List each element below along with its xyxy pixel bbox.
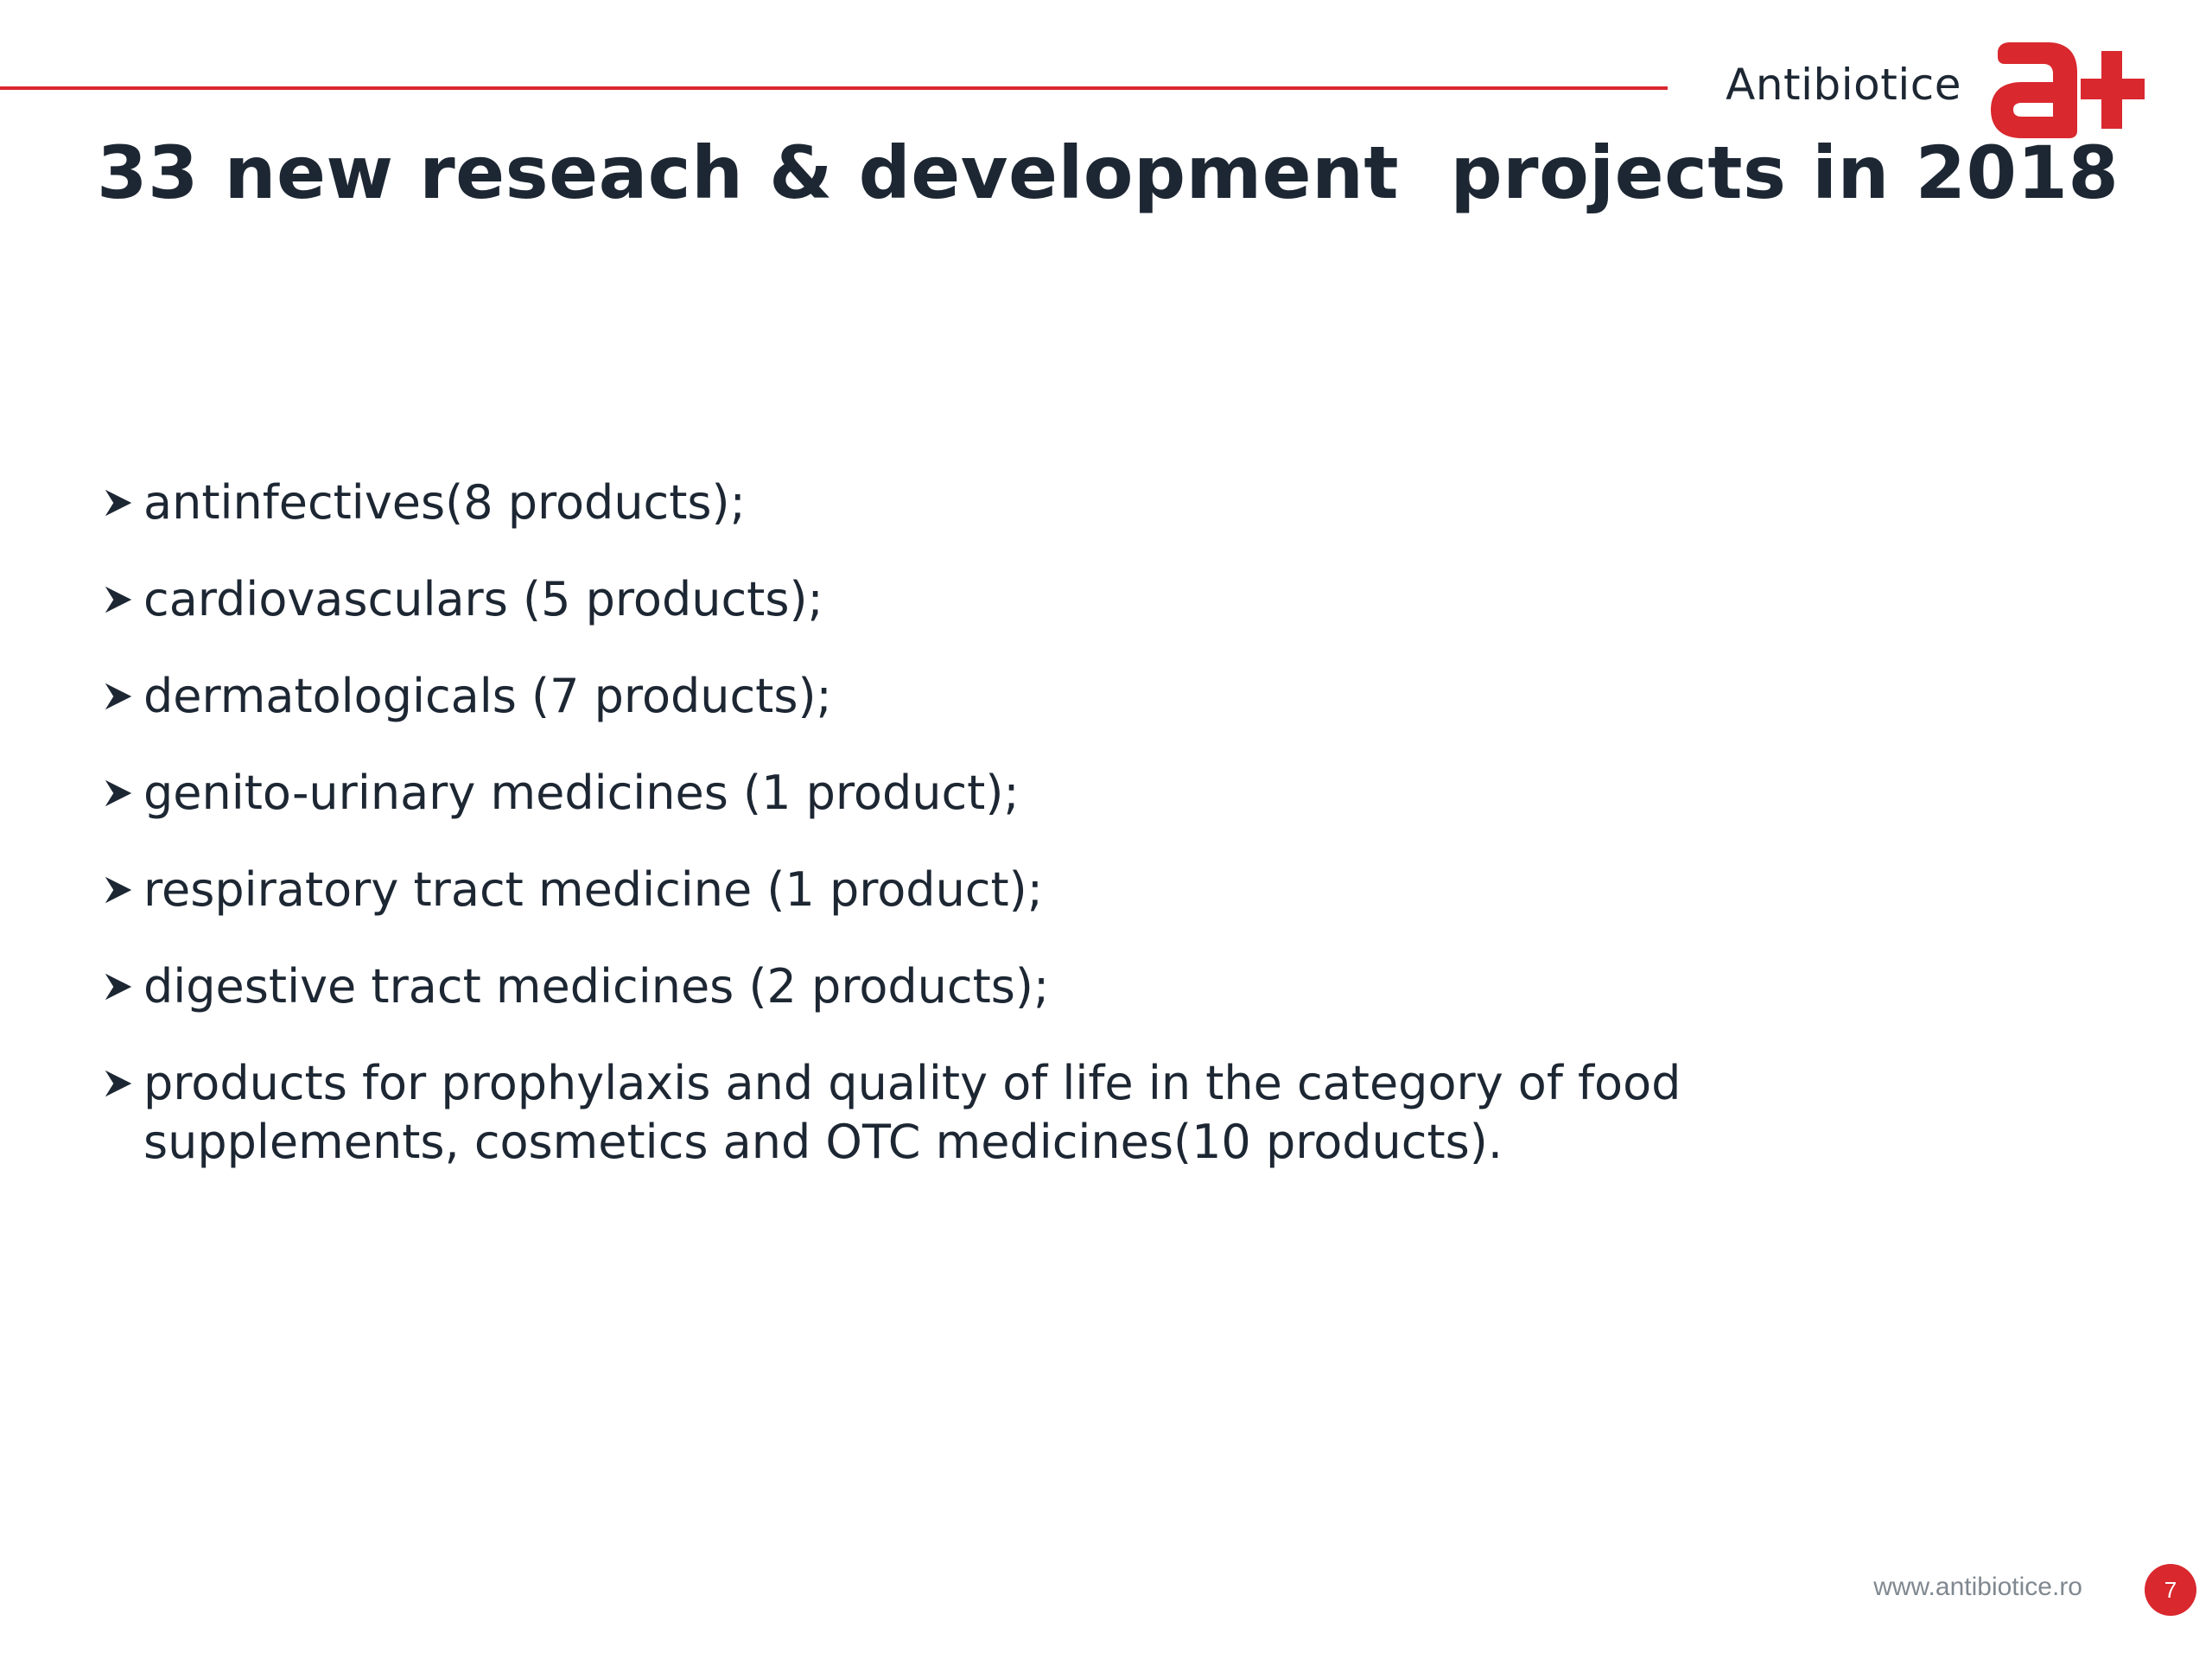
list-item <box>102 667 2003 726</box>
list-item <box>102 861 2003 919</box>
arrowhead-bullet-icon <box>102 667 143 726</box>
arrowhead-bullet-icon <box>102 570 143 629</box>
list-item-text: cardiovasculars (5 products); <box>143 572 823 626</box>
arrowhead-bullet-icon <box>102 1054 143 1113</box>
arrowhead-bullet-icon <box>102 861 143 919</box>
arrowhead-bullet-icon <box>102 957 143 1016</box>
list-item <box>102 1054 2003 1172</box>
list-item-text: digestive tract medicines (2 products); <box>143 959 1050 1014</box>
list-item-text: genito-urinary medicines (1 product); <box>143 766 1020 820</box>
slide-title: 33 new reseach & development projects in 2018 <box>97 130 2120 215</box>
page-number-badge: 7 <box>2145 1564 2196 1616</box>
list-item <box>102 474 2003 532</box>
footer-website-link[interactable]: www.antibiotice.ro <box>1873 1573 2082 1601</box>
arrowhead-bullet-icon <box>102 474 143 532</box>
header-rule <box>0 86 1668 90</box>
list-item-text: products for prophylaxis and quality of life in the category of food supplements, cosmetics and OTC medicines(10 products). <box>143 1056 1681 1169</box>
list-item <box>102 764 2003 823</box>
arrowhead-bullet-icon <box>102 764 143 823</box>
list-item <box>102 570 2003 629</box>
list-item-text: respiratory tract medicine (1 product); <box>143 862 1043 917</box>
list-item-text: dermatologicals (7 products); <box>143 669 832 723</box>
list-item-text: antinfectives(8 products); <box>143 475 746 530</box>
brand-name: Antibiotice <box>1726 60 1961 110</box>
list-item <box>102 957 2003 1016</box>
project-category-list <box>102 474 2003 1210</box>
